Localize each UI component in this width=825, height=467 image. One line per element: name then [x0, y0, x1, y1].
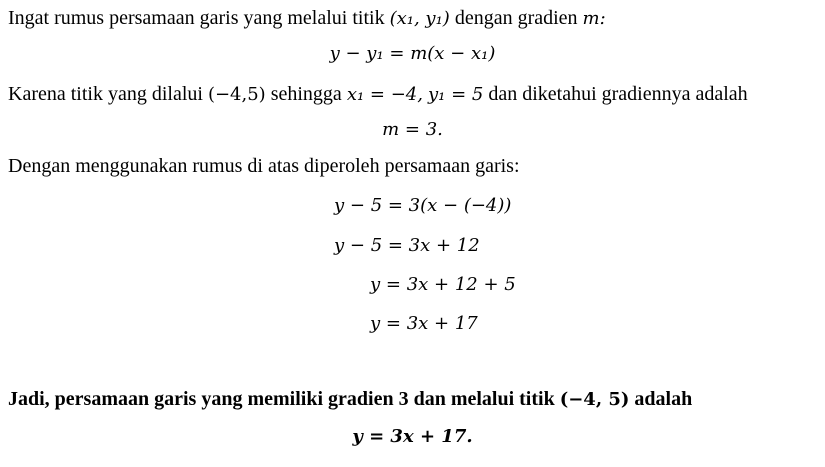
- intro-text-2: dengan gradien: [454, 7, 578, 29]
- conclusion-text-1: Jadi, persamaan garis yang memiliki gradien 3 dan melalui titik: [8, 388, 555, 410]
- karena-x1: x₁ = −4,: [346, 84, 423, 105]
- step-1: y − 5 = 3(x − (−4)): [334, 195, 512, 216]
- intro-text: Ingat rumus persamaan garis yang melalui titik: [8, 7, 385, 29]
- step-3: y = 3x + 12 + 5: [370, 274, 516, 295]
- conclusion-text-2: adalah: [634, 388, 693, 410]
- conclusion-point: (−4, 5): [559, 389, 630, 410]
- step-4: y = 3x + 17: [370, 313, 478, 334]
- karena-text-1: Karena titik yang dilalui: [8, 83, 203, 105]
- final-answer: y = 3x + 17.: [352, 426, 473, 447]
- intro-m: m:: [582, 8, 606, 29]
- karena-y1: y₁ = 5: [427, 84, 484, 105]
- general-formula: y − y₁ = m(x − x₁): [329, 43, 496, 64]
- conclusion-line: [8, 387, 692, 412]
- karena-line: [8, 82, 748, 107]
- karena-text-3: dan diketahui gradiennya adalah: [488, 83, 748, 105]
- karena-point: (−4,5): [207, 84, 266, 105]
- intro-line: [8, 6, 606, 31]
- step-2: y − 5 = 3x + 12: [334, 235, 480, 256]
- karena-text-2: sehingga: [270, 83, 342, 105]
- gradient-value: m = 3.: [382, 119, 443, 140]
- intro-point: (x₁, y₁): [389, 8, 450, 29]
- dengan-line: Dengan menggunakan rumus di atas diperoleh persamaan garis:: [8, 155, 520, 177]
